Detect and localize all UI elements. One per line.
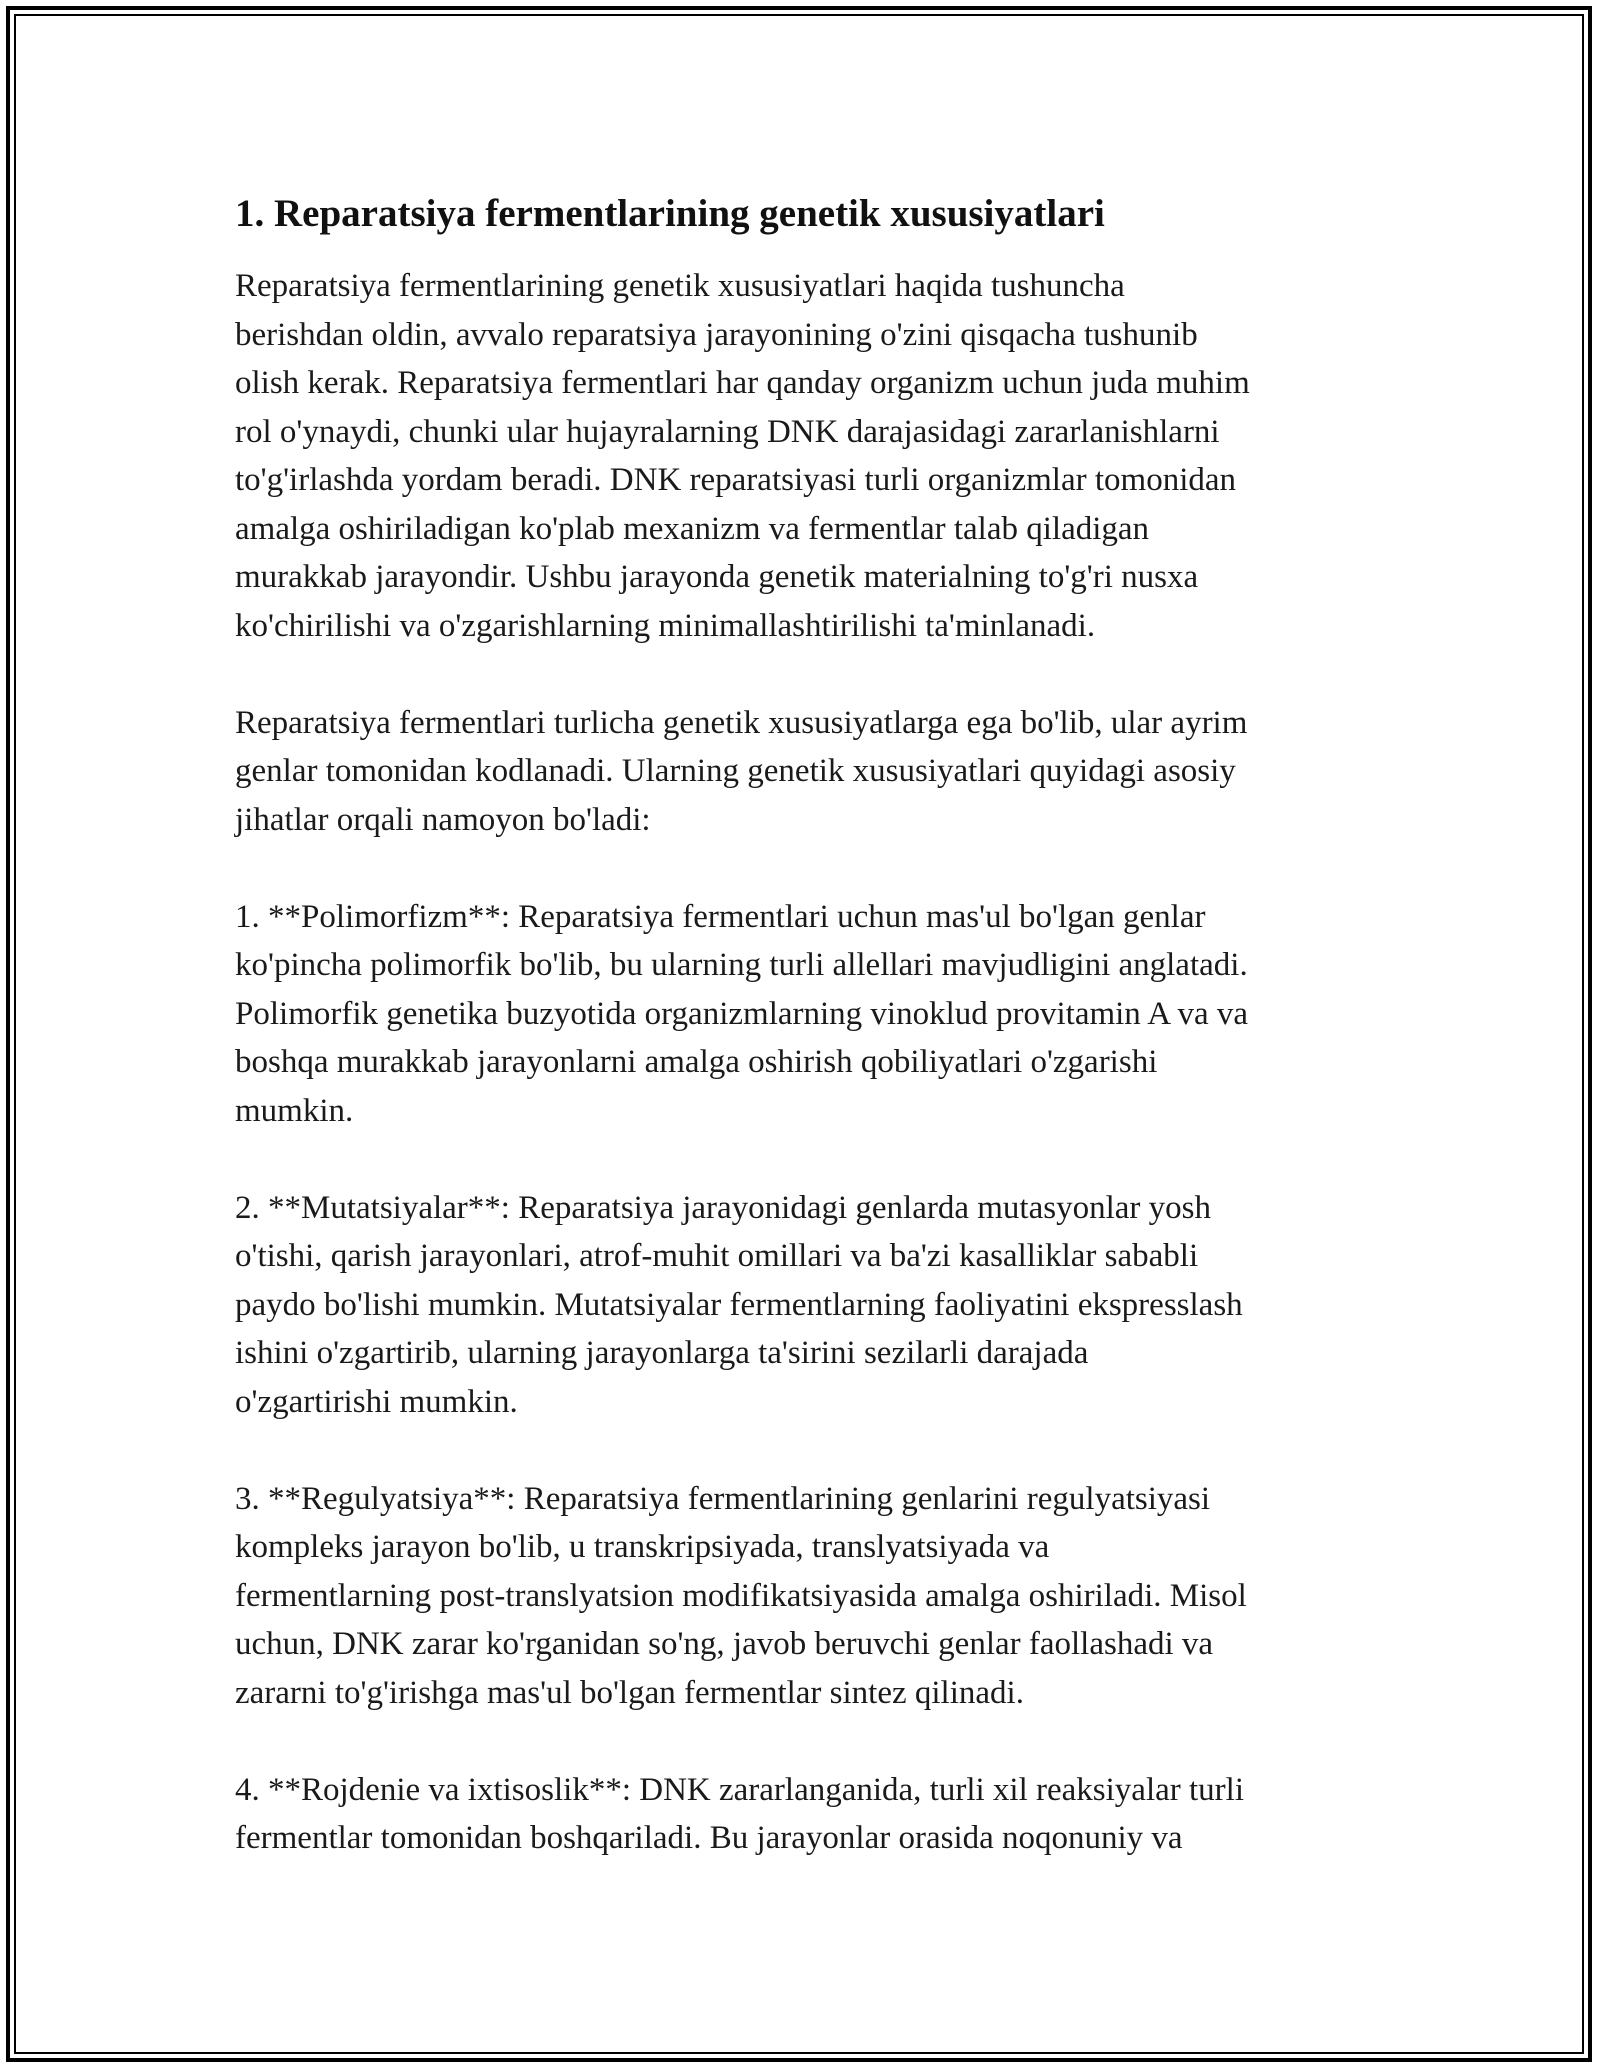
text-line: berishdan oldin, avvalo reparatsiya jarayonining o'zini qisqacha tushunib bbox=[235, 316, 1198, 353]
text-line: Reparatsiya fermentlarining genetik xususiyatlari haqida tushuncha bbox=[235, 268, 1125, 304]
text-line: murakkab jarayondir. Ushbu jarayonda genetik materialning to'g'ri nusxa bbox=[235, 559, 1199, 595]
paragraph-intro bbox=[235, 262, 1375, 650]
text-line: ko'pincha polimorfik bo'lib, bu ularning turli allellari mavjudligini anglatadi. bbox=[235, 947, 1248, 983]
text-line: kompleks jarayon bo'lib, u transkripsiyada, translyatsiyada va bbox=[235, 1529, 1050, 1565]
text-line: ko'chirilishi va o'zgarishlarning minimallashtirilishi ta'minlanadi. bbox=[235, 607, 1096, 644]
text-line: fermentlar tomonidan boshqariladi. Bu jarayonlar orasida noqonuniy va bbox=[235, 1820, 1183, 1856]
text-line: 2. **Mutatsiyalar**: Reparatsiya jarayonidagi genlarda mutasyonlar yosh bbox=[235, 1189, 1211, 1226]
text-line: amalga oshiriladigan ko'plab mexanizm va fermentlar talab qiladigan bbox=[235, 510, 1150, 547]
text-line: 3. **Regulyatsiya**: Reparatsiya fermentlarining genlarini regulyatsiyasi bbox=[235, 1480, 1211, 1517]
text-line: uchun, DNK zarar ko'rganidan so'ng, javob beruvchi genlar faollashadi va bbox=[235, 1626, 1214, 1662]
paragraph-regulyatsiya bbox=[235, 1475, 1375, 1718]
text-line: Polimorfik genetika buzyotida organizmlarning vinoklud provitamin A va va bbox=[235, 995, 1249, 1032]
text-line: 4. **Rojdenie va ixtisoslik**: DNK zararlanganida, turli xil reaksiyalar turli bbox=[235, 1771, 1244, 1808]
text-line: genlar tomonidan kodlanadi. Ularning genetik xususiyatlari quyidagi asosiy bbox=[235, 753, 1236, 789]
document-body bbox=[235, 188, 1375, 1911]
text-line: ishini o'zgartirib, ularning jarayonlarga ta'sirini sezilarli darajada bbox=[235, 1335, 1089, 1371]
text-line: o'tishi, qarish jarayonlari, atrof-muhit omillari va ba'zi kasalliklar sababli bbox=[235, 1238, 1199, 1274]
text-line: o'zgartirishi mumkin. bbox=[235, 1383, 518, 1420]
text-line: 1. **Polimorfizm**: Reparatsiya fermentlari uchun mas'ul bo'lgan genlar bbox=[235, 898, 1206, 935]
text-line: paydo bo'lishi mumkin. Mutatsiyalar fermentlarning faoliyatini ekspresslash bbox=[235, 1286, 1243, 1323]
text-line: mumkin. bbox=[235, 1092, 354, 1129]
section-title: 1. Reparatsiya fermentlarining genetik xususiyatlari bbox=[235, 192, 1105, 235]
text-line: boshqa murakkab jarayonlarni amalga oshirish qobiliyatlari o'zgarishi bbox=[235, 1044, 1158, 1080]
paragraph-polimorfizm bbox=[235, 893, 1375, 1136]
paragraph-rojdenie bbox=[235, 1766, 1375, 1863]
text-line: olish kerak. Reparatsiya fermentlari har qanday organizm uchun juda muhim bbox=[235, 365, 1250, 401]
paragraph-overview bbox=[235, 699, 1375, 845]
text-line: jihatlar orqali namoyon bo'ladi: bbox=[235, 801, 651, 838]
text-line: fermentlarning post-translyatsion modifikatsiyasida amalga oshiriladi. Misol bbox=[235, 1577, 1247, 1614]
text-line: to'g'irlashda yordam beradi. DNK reparatsiyasi turli organizmlar tomonidan bbox=[235, 462, 1237, 498]
text-line: zararni to'g'irishga mas'ul bo'lgan fermentlar sintez qilinadi. bbox=[235, 1674, 1024, 1711]
paragraph-mutatsiyalar bbox=[235, 1184, 1375, 1427]
text-line: rol o'ynaydi, chunki ular hujayralarning DNK darajasidagi zararlanishlarni bbox=[235, 413, 1220, 450]
text-line: Reparatsiya fermentlari turlicha genetik xususiyatlarga ega bo'lib, ular ayrim bbox=[235, 704, 1248, 741]
